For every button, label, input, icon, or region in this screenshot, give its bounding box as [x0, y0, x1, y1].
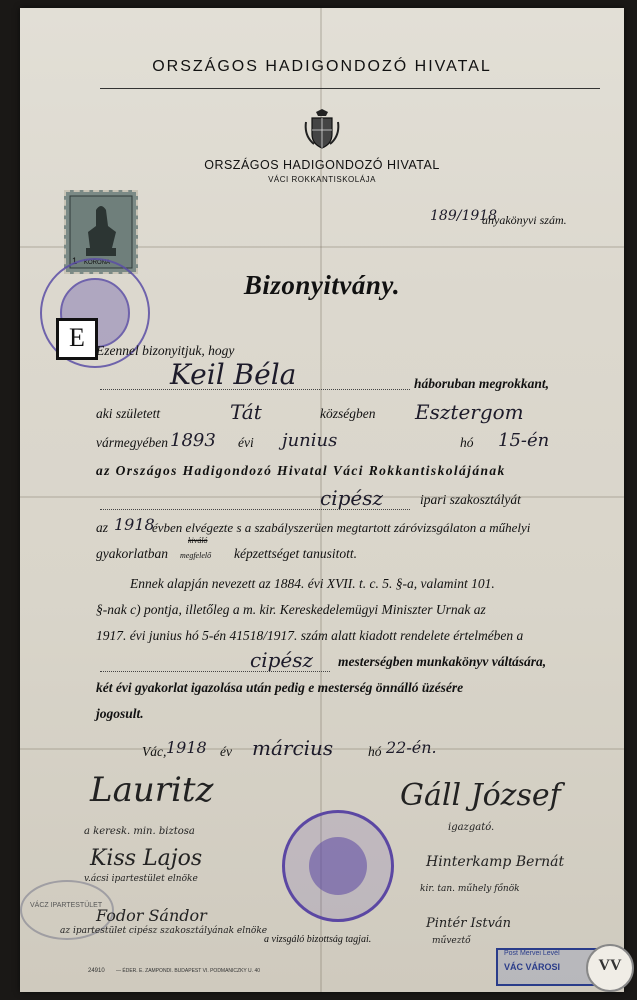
- para2-line-4: mesterségben munkakönyv váltására,: [338, 654, 547, 669]
- birth-month: junius: [282, 430, 338, 451]
- grade: megfelelő: [180, 551, 212, 560]
- director-role: igazgató.: [448, 822, 495, 833]
- signature-4: Hinterkamp Bernát: [426, 854, 565, 870]
- trade: cipész: [320, 486, 384, 510]
- para2-line-2: §-nak c) pontja, illetőleg a m. kir. Kereskedelemügyi Miniszter Urnak az: [96, 602, 486, 617]
- committee-label: a vizsgáló bizottság tagjai.: [264, 934, 372, 945]
- title-rule: [100, 88, 600, 89]
- guild-stamp-text: VÁCZ IPARTESTÜLET: [30, 902, 103, 909]
- coat-of-arms-icon: [302, 108, 342, 150]
- holder-name: Keil Béla: [170, 358, 297, 391]
- office-subtitle: VÁCI ROKKANTISKOLÁJA: [268, 175, 376, 184]
- office-title: ORSZÁGOS HADIGONDOZÓ HIVATAL: [204, 158, 440, 172]
- archive-watermark-badge: [586, 944, 634, 992]
- body-line-7b: évben elvégezte s a szabályszerüen megtartott záróvizsgálaton a műhelyi: [152, 520, 531, 535]
- reg-number-label: anyakönyvi szám.: [482, 213, 567, 227]
- stamp-value: 1: [72, 256, 78, 266]
- body-line-1: Ezennel bizonyitjuk, hogy: [96, 343, 235, 358]
- para2-line-5: két évi gyakorlat igazolása után pedig e mesterség önnálló üzésére: [96, 680, 464, 695]
- document-title: Bizonyitvány.: [243, 270, 401, 300]
- signature-1: Lauritz: [90, 770, 214, 810]
- stamp-text: KORONA: [84, 260, 111, 266]
- signature-5: Fodor Sándor: [96, 906, 207, 925]
- body-line-4c: hó: [460, 435, 474, 450]
- body-line-2: háboruban megrokkant,: [414, 376, 550, 391]
- director-signature: Gáll József: [400, 778, 561, 813]
- reg-number: 189/1918: [430, 208, 498, 224]
- top-title: ORSZÁGOS HADIGONDOZÓ HIVATAL: [152, 58, 492, 75]
- signature-1-role: a keresk. min. biztosa: [84, 826, 195, 837]
- date-ho: hó: [368, 744, 382, 759]
- signature-3-role: v.ácsi ipartestület elnöke: [84, 874, 198, 884]
- signature-6-role: műveztő: [432, 936, 471, 946]
- para2-line-6: jogosult.: [96, 706, 144, 721]
- grade-struck: kiváló: [188, 536, 208, 545]
- print-number: 24910: [88, 968, 105, 974]
- county: Esztergom: [415, 400, 524, 424]
- signature-6: Pintér István: [426, 916, 512, 931]
- printer-line: — ÉDER. E. ZAMPONDI. BUDAPEST VI. PODMANICZKY U. 40: [116, 968, 261, 974]
- birthplace: Tát: [230, 400, 262, 424]
- date-ev: év: [220, 744, 232, 759]
- school-seal: [282, 810, 394, 922]
- birth-day: 15-én: [498, 430, 550, 451]
- signature-3: Kiss Lajos: [90, 846, 203, 871]
- body-line-4b: évi: [238, 435, 254, 450]
- date-year: 1918: [166, 738, 207, 757]
- body-line-6: ipari szakosztályát: [420, 492, 521, 507]
- stamp-letter: E: [56, 318, 98, 360]
- body-line-8b: képzettséget tanusitott.: [234, 546, 357, 561]
- post-stamp-line-1: Post Mervei Levél: [504, 950, 560, 957]
- body-line-4a: vármegyében: [96, 435, 168, 450]
- certificate-paper: [20, 8, 624, 992]
- birth-year: 1893: [170, 430, 216, 451]
- post-stamp-line-2: VÁC VÁROSI: [504, 962, 561, 972]
- para2-line-3: 1917. évi junius hó 5-én 41518/1917. szám alatt kiadott rendelete értelmében a: [96, 628, 524, 643]
- para2-line-1: Ennek alapján nevezett az 1884. évi XVII. t. c. 5. §-a, valamint 101.: [130, 576, 495, 591]
- body-line-3b: községben: [320, 406, 376, 421]
- signature-5-role: az ipartestület cipész szakosztályának elnöke: [60, 926, 268, 936]
- signature-4-role: kir. tan. műhely főnök: [420, 884, 520, 894]
- watermark-text: VV: [598, 957, 622, 974]
- body-line-7a: az: [96, 520, 109, 535]
- body-line-8a: gyakorlatban: [96, 546, 168, 561]
- date-day: 22-én.: [386, 738, 437, 757]
- body-line-5: az Országos Hadigondozó Hivatal Váci Rokkantiskolájának: [96, 463, 506, 478]
- grad-year: 1918: [114, 515, 155, 534]
- date-month: március: [252, 736, 334, 760]
- trade-2: cipész: [250, 648, 314, 672]
- date-place: Vác,: [142, 744, 167, 759]
- body-line-3a: aki született: [96, 406, 161, 421]
